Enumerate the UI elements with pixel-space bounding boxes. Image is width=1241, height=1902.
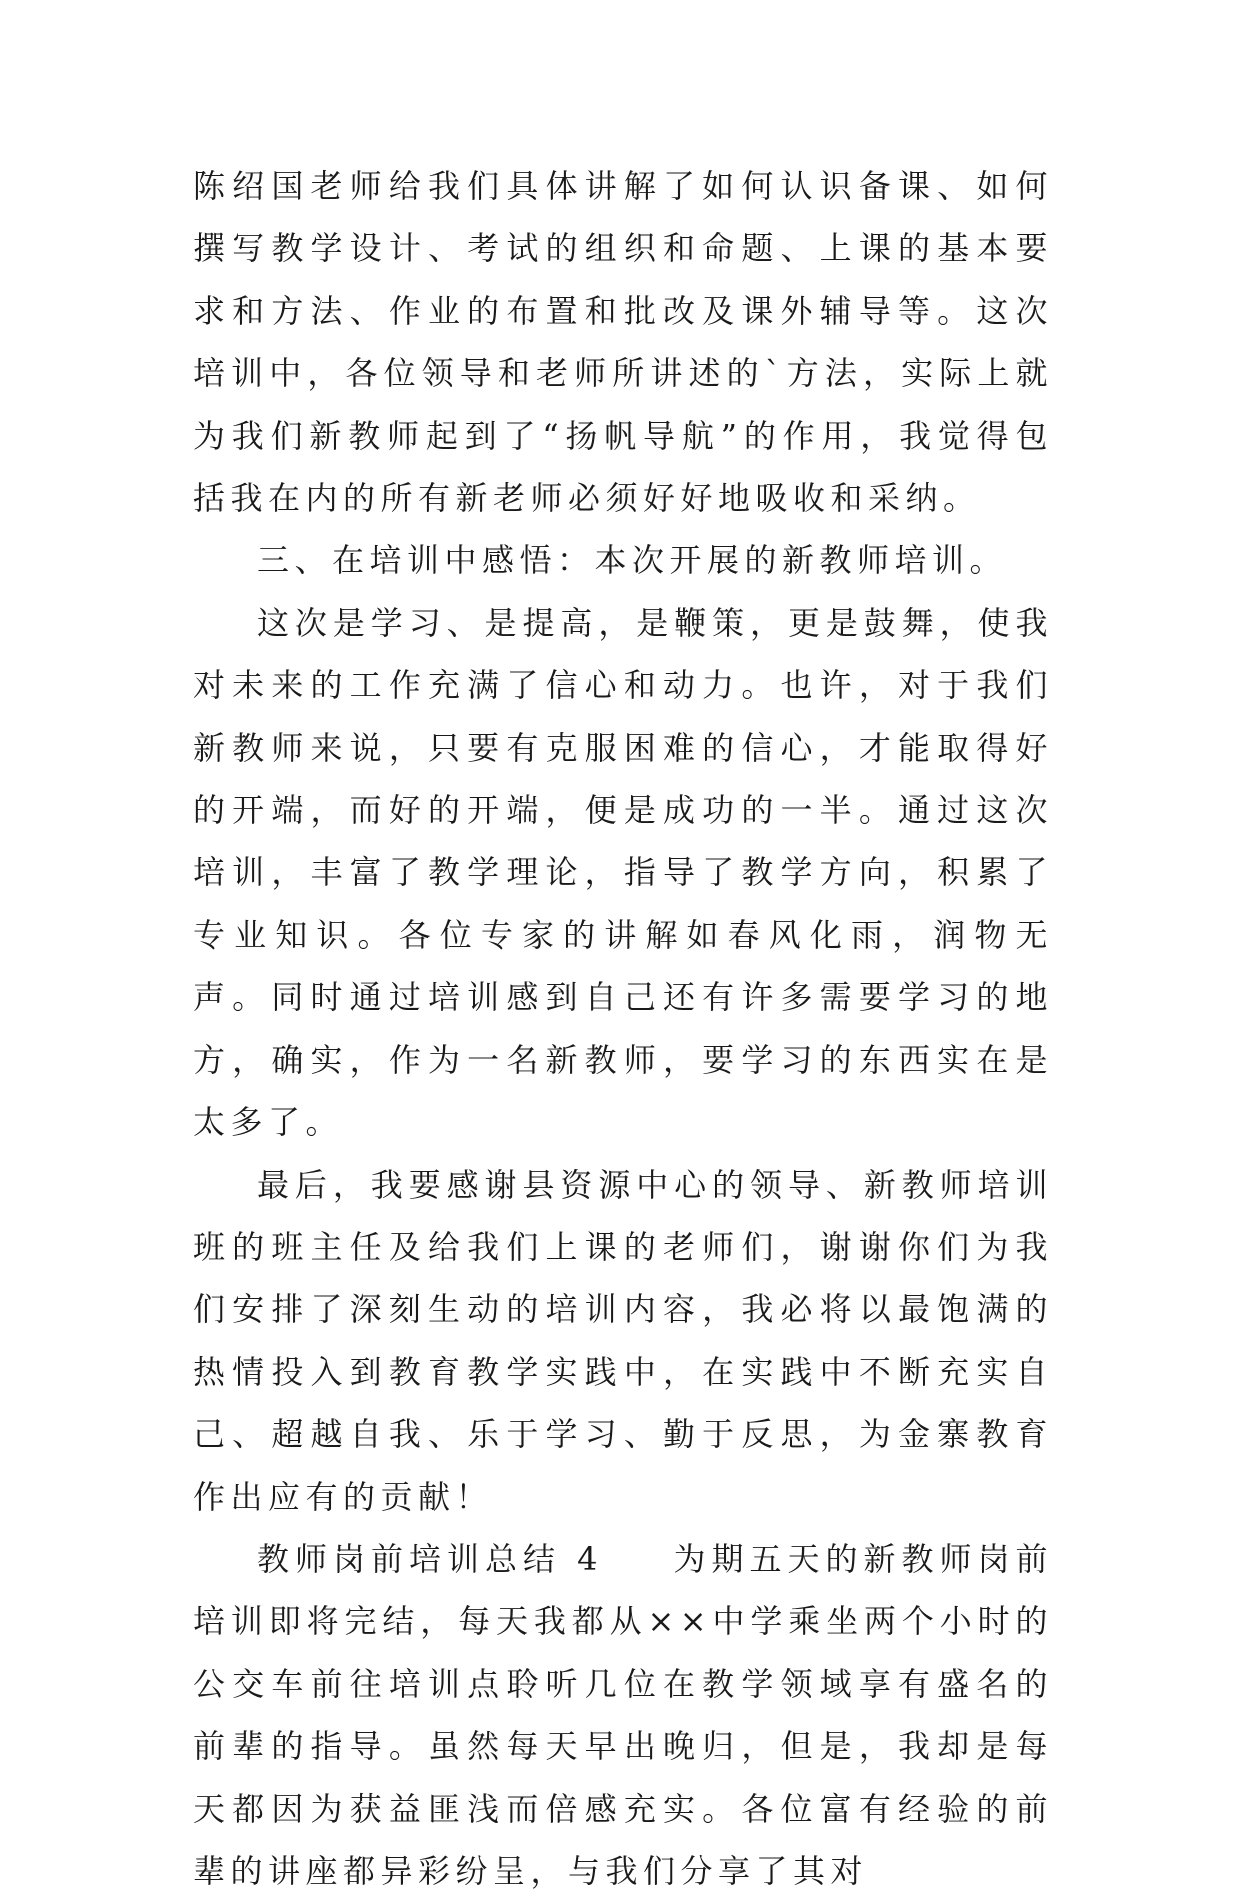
paragraph-summary-four xyxy=(193,1528,1053,1902)
paragraph-training-reflection: 这次是学习、是提高，是鞭策，更是鼓舞，使我对未来的工作充满了信心和动力。也许，对于我们新教师来说，只要有克服困难的信心，才能取得好的开端，而好的开端，便是成功的一半。通过这次培训，丰富了教学理论，指导了教学方向，积累了专业知识。各位专家的讲解如春风化雨，润物无声。同时通过培训感到自己还有许多需要学习的地方，确实，作为一名新教师，要学习的东西实在是太多了。 xyxy=(193,603,1053,1142)
paragraph-thanks: 最后，我要感谢县资源中心的领导、新教师培训班的班主任及给我们上课的老师们，谢谢你们为我们安排了深刻生动的培训内容，我必将以最饱满的热情投入到教育教学实践中，在实践中不断充实自己、超越自我、乐于学习、勤于反思，为金寨教育作出应有的贡献！ xyxy=(193,1165,1053,1516)
section-body-summary-four: 为期五天的新教师岗前培训即将完结，每天我都从××中学乘坐两个小时的公交车前往培训点聆听几位在教学领域享有盛名的前辈的指导。虽然每天早出晚归，但是，我却是每天都因为获益匪浅而倍感充实。各位富有经验的前辈的讲座都异彩纷呈，与我们分享了其对 xyxy=(193,1539,1053,1890)
section-heading-summary-four: 教师岗前培训总结 4 xyxy=(257,1539,604,1578)
paragraph-section-three-heading: 三、在培训中感悟：本次开展的新教师培训。 xyxy=(257,541,1008,580)
document-body xyxy=(193,155,1053,1902)
paragraph-lesson-planning: 陈绍国老师给我们具体讲解了如何认识备课、如何撰写教学设计、考试的组织和命题、上课的基本要求和方法、作业的布置和批改及课外辅导等。这次培训中，各位领导和老师所讲述的`方法，实际上就为我们新教师起到了“扬帆导航”的作用，我觉得包括我在内的所有新老师必须好好地吸收和采纳。 xyxy=(193,167,1053,518)
